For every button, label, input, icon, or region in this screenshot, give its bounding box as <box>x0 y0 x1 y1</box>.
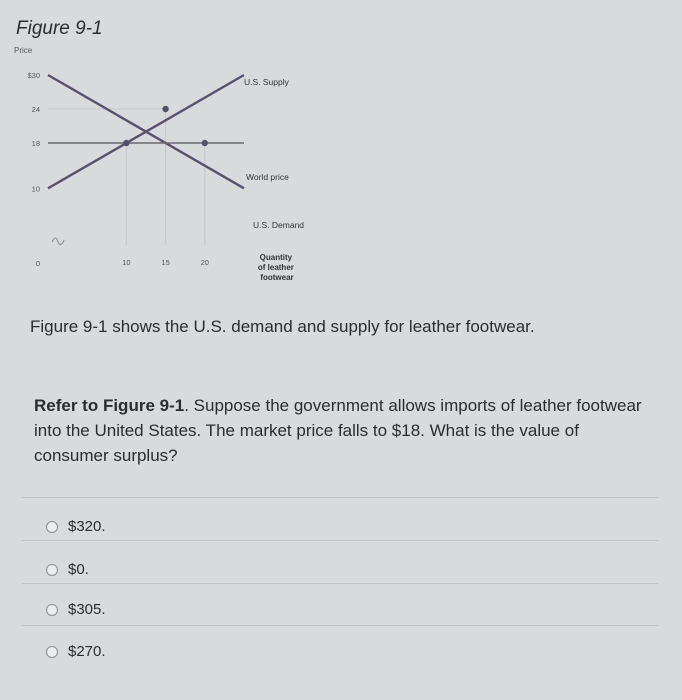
option-d[interactable] <box>46 643 106 660</box>
question-figure-ref: Refer to Figure 9-1 <box>34 396 185 415</box>
intersection-point <box>202 140 208 146</box>
radio-button[interactable] <box>46 646 58 658</box>
option-c[interactable] <box>46 601 106 618</box>
world-price-label: World price <box>246 172 289 182</box>
figure-title: Figure 9-1 <box>16 18 103 39</box>
x-tick-labels <box>122 258 209 267</box>
x-axis-label: Quantity of leather footwear <box>257 253 294 282</box>
intersection-point <box>162 106 168 112</box>
divider <box>22 540 658 541</box>
divider <box>22 583 658 584</box>
option-label: $305. <box>68 601 106 618</box>
y-tick-label: 0 <box>35 259 40 268</box>
y-tick-labels <box>27 71 40 268</box>
reference-lines <box>48 109 205 245</box>
option-label: $270. <box>68 643 106 660</box>
option-label: $0. <box>68 561 89 578</box>
supply-demand-chart <box>0 0 682 300</box>
demand-label: U.S. Demand <box>253 220 305 230</box>
y-tick-label: 18 <box>31 139 40 148</box>
x-tick-label: 20 <box>200 258 209 267</box>
y-tick-label: 10 <box>31 184 40 194</box>
y-tick-label: 24 <box>31 105 40 114</box>
radio-button[interactable] <box>46 564 58 576</box>
option-label: $320. <box>68 518 106 535</box>
y-axis-label: Price <box>14 46 33 55</box>
x-tick-label: 10 <box>122 258 131 267</box>
question-text <box>34 393 644 468</box>
question-body: . Suppose the government allows imports of leather footwear into the United States. The market price falls to $18. What is the value of consumer surplus? <box>34 396 642 465</box>
divider <box>22 625 658 626</box>
supply-label: U.S. Supply <box>244 77 289 87</box>
figure-caption: Figure 9-1 shows the U.S. demand and supply for leather footwear. <box>30 317 535 336</box>
radio-button[interactable] <box>46 604 58 616</box>
divider <box>22 497 658 498</box>
series-lines <box>48 75 244 188</box>
intersection-point <box>123 140 129 146</box>
radio-button[interactable] <box>46 521 58 533</box>
option-b[interactable] <box>46 561 89 578</box>
option-a[interactable] <box>46 518 106 535</box>
y-tick-label: $30 <box>27 71 40 80</box>
x-tick-label: 15 <box>161 258 170 267</box>
axis-break-squiggle <box>52 238 64 245</box>
